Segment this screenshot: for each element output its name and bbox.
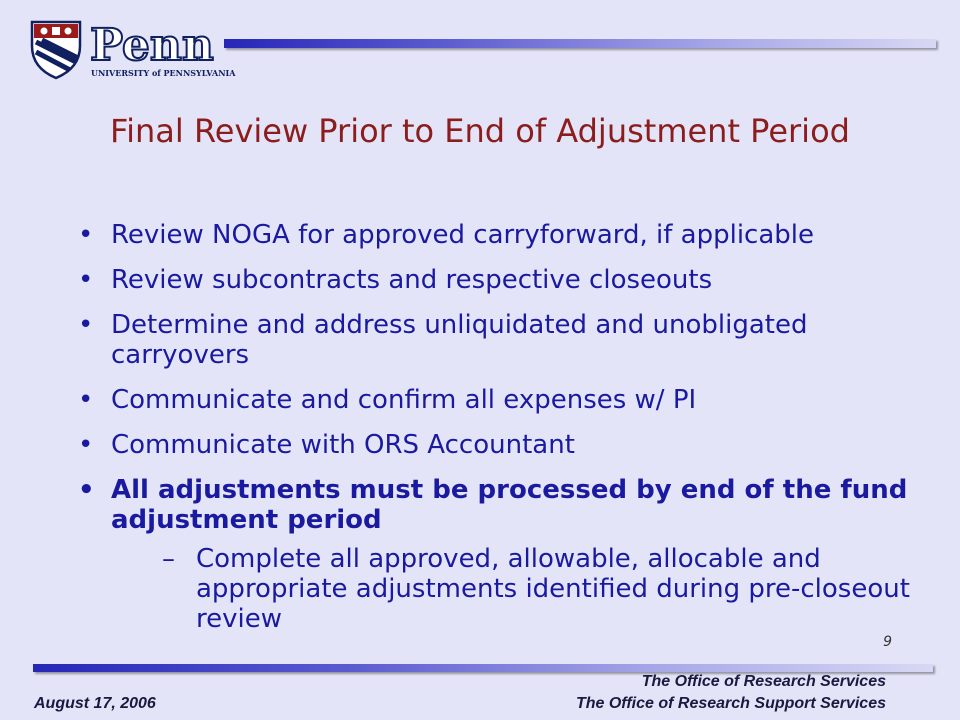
bullet-item: • Determine and address unliquidated and unobligated carryovers [78,310,938,370]
bullet-item: • Review subcontracts and respective closeouts [78,265,938,295]
penn-shield-icon [30,18,236,80]
bullet-item: • Communicate and confirm all expenses w/ PI [78,385,938,415]
bullet-item: • Communicate with ORS Accountant [78,430,938,460]
page-number: 9 [883,634,892,650]
logo-subtext: UNIVERSITY of PENNSYLVANIA [91,68,236,78]
header-divider-bar [224,39,936,48]
footer-org-line1: The Office of Research Services [641,673,886,690]
footer-divider-bar [33,664,933,672]
footer-org-line2: The Office of Research Support Services [575,695,886,712]
sub-bullet-item: – Complete all approved, allowable, allocable and appropriate adjustments identified during pre-closeout review [121,544,938,634]
bullet-item-emphasis: • All adjustments must be processed by end of the fund adjustment period [78,475,938,535]
footer-date: August 17, 2006 [34,695,156,712]
bullet-list [78,220,938,634]
logo-wordmark: Penn [90,20,214,71]
penn-logo [30,18,236,80]
bullet-item: • Review NOGA for approved carryforward, if applicable [78,220,938,250]
slide-title: Final Review Prior to End of Adjustment Period [110,112,850,150]
